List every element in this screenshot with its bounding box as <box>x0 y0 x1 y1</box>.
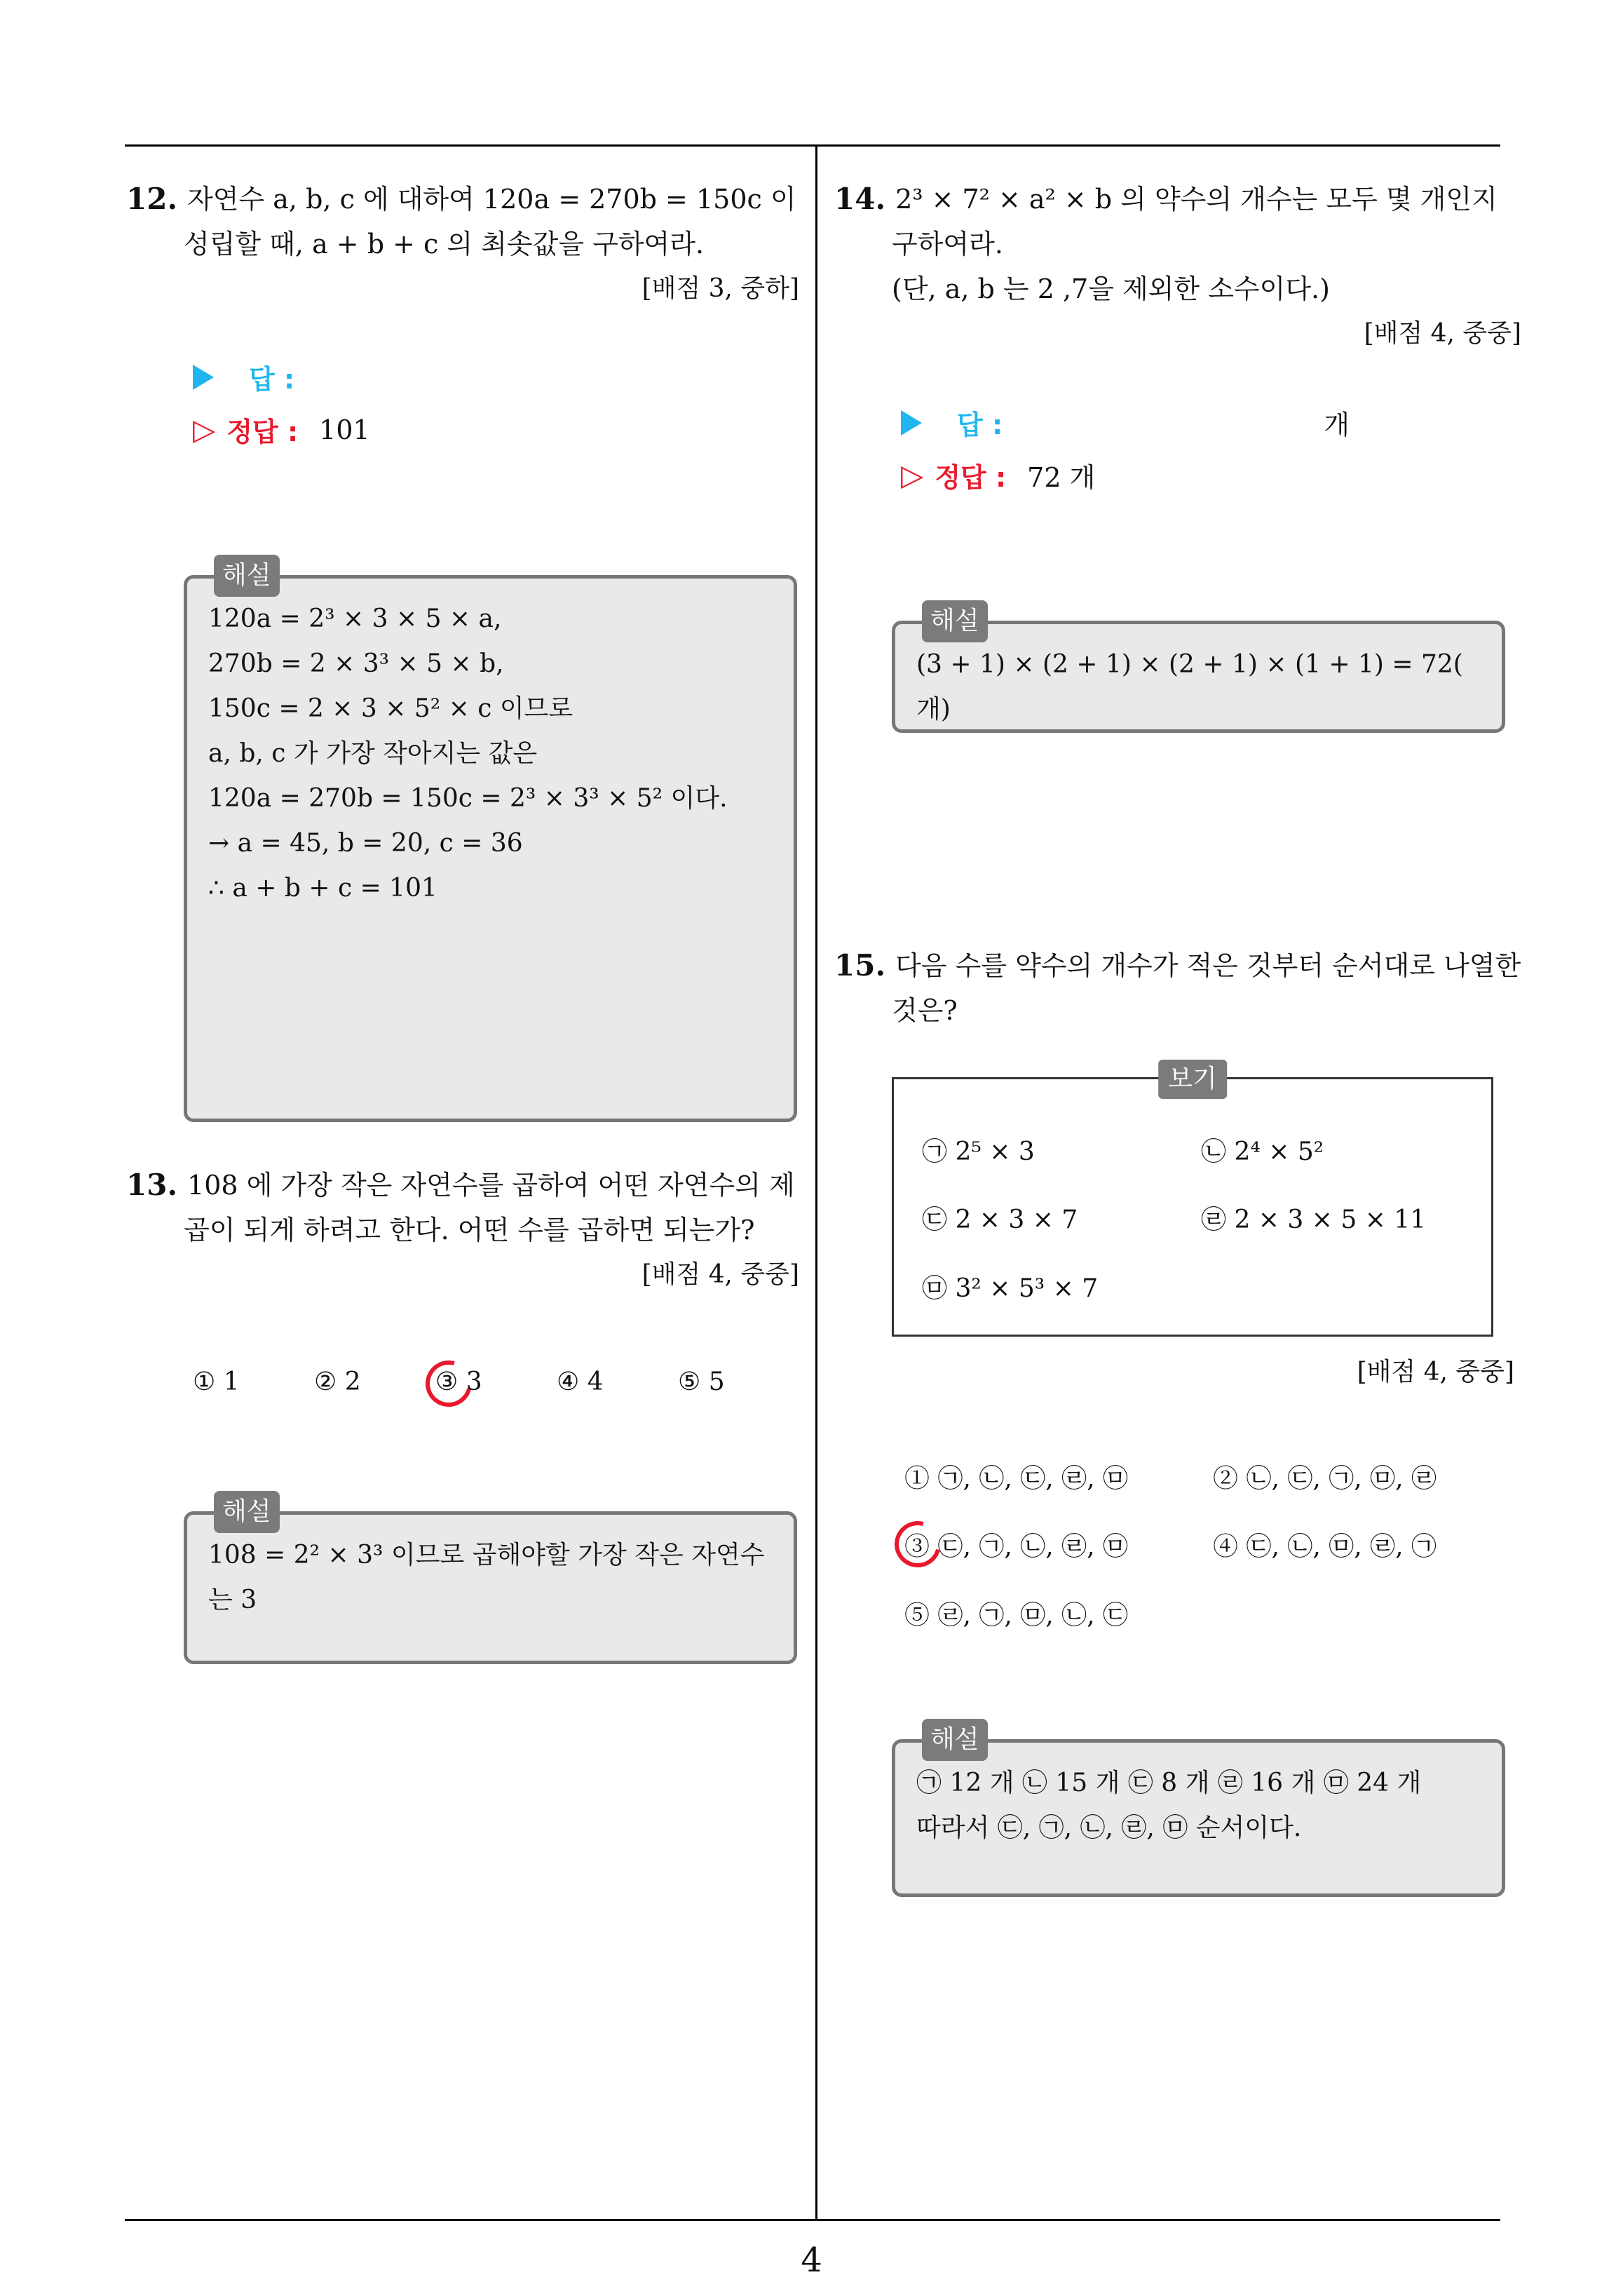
question-13 <box>126 1163 799 1297</box>
question-number: 13. <box>126 1168 178 1202</box>
choice-3-label: ③ 3 <box>435 1368 482 1396</box>
explain-line: → a = 45, b = 20, c = 36 <box>208 829 523 858</box>
example-item: ㉡ 2⁴ × 5² <box>1201 1137 1324 1166</box>
explain-line: ∴ a + b + c = 101 <box>208 874 437 903</box>
choice-1[interactable]: ① ㉠, ㉡, ㉢, ㉣, ㉤ <box>904 1464 1128 1493</box>
explanation-tag: 해설 <box>214 555 280 597</box>
play-triangle-icon <box>901 410 922 435</box>
answer-unit: 개 <box>1324 410 1350 440</box>
question-text-line2: 구하여라. <box>892 229 1003 259</box>
correct-value: 72 개 <box>1027 462 1096 493</box>
explain-line: a, b, c 가 가장 작아지는 값은 <box>208 739 538 768</box>
explain-line: 120a = 270b = 150c = 2³ × 3³ × 5² 이다. <box>208 784 728 813</box>
score-meta: [배점 4, 중중] <box>1357 1358 1514 1386</box>
choices-row <box>193 1368 799 1396</box>
explanation-tag: 해설 <box>922 600 988 642</box>
explain-line: 따라서 ㉢, ㉠, ㉡, ㉣, ㉤ 순서이다. <box>916 1814 1302 1842</box>
explain-line: 는 3 <box>208 1586 257 1614</box>
play-triangle-icon <box>193 365 214 390</box>
score-meta: [배점 4, 중중] <box>641 1260 799 1289</box>
choice-2[interactable]: ② 2 <box>314 1368 361 1396</box>
score-meta: [배점 3, 중하] <box>641 274 799 303</box>
example-tag: 보기 <box>1158 1060 1227 1099</box>
selected-circle-icon <box>417 1352 480 1415</box>
question-number: 15. <box>834 948 886 982</box>
correct-label: 정답 : <box>935 462 1007 493</box>
page-number: 4 <box>801 2241 822 2280</box>
top-rule <box>125 144 1500 147</box>
answer-row <box>193 358 294 396</box>
choice-5[interactable]: ⑤ 5 <box>678 1368 725 1396</box>
explanation-box <box>184 561 797 1122</box>
choice-5[interactable]: ⑤ ㉣, ㉠, ㉤, ㉡, ㉢ <box>904 1601 1128 1630</box>
answer-label: 답 : <box>957 410 1003 440</box>
explanation-box <box>892 607 1505 733</box>
question-text-line1: 108 에 가장 작은 자연수를 곱하여 어떤 자연수의 제 <box>187 1170 795 1201</box>
choice-3[interactable] <box>904 1527 1128 1562</box>
explanation-tag: 해설 <box>214 1491 280 1533</box>
correct-label: 정답 : <box>226 417 299 447</box>
correct-value: 101 <box>319 414 370 445</box>
outline-triangle-icon: ▷ <box>901 458 924 492</box>
question-text-line1: 자연수 a, b, c 에 대하여 120a = 270b = 150c 이 <box>187 184 796 215</box>
column-divider <box>815 144 817 2220</box>
question-text-line3: (단, a, b 는 2 ,7을 제외한 소수이다.) <box>892 274 1330 304</box>
bottom-rule <box>125 2219 1500 2221</box>
example-box <box>892 1065 1493 1337</box>
explain-line: (3 + 1) × (2 + 1) × (2 + 1) × (1 + 1) = 72( 개) <box>916 650 1463 724</box>
explanation-tag: 해설 <box>922 1719 988 1761</box>
choice-1[interactable]: ① 1 <box>193 1368 240 1396</box>
question-number: 14. <box>834 182 886 216</box>
question-text-line2: 성립할 때, a + b + c 의 최솟값을 구하여라. <box>184 229 705 259</box>
question-text-line1: 다음 수를 약수의 개수가 적은 것부터 순서대로 나열한 <box>895 950 1521 981</box>
question-text-line2: 것은? <box>892 995 958 1026</box>
question-12 <box>126 177 799 311</box>
answer-row <box>901 403 1350 442</box>
explain-line: 120a = 2³ × 3 × 5 × a, <box>208 605 502 633</box>
explanation-box <box>184 1497 797 1664</box>
correct-answer-row <box>901 456 1095 494</box>
choice-3[interactable] <box>435 1368 557 1396</box>
choice-3-label: ③ ㉢, ㉠, ㉡, ㉣, ㉤ <box>904 1532 1128 1561</box>
explain-line: ㉠ 12 개 ㉡ 15 개 ㉢ 8 개 ㉣ 16 개 ㉤ 24 개 <box>916 1769 1422 1797</box>
example-item: ㉢ 2 × 3 × 7 <box>922 1206 1078 1234</box>
choice-4[interactable]: ④ ㉢, ㉡, ㉤, ㉣, ㉠ <box>1213 1532 1437 1561</box>
explain-line: 108 = 2² × 3³ 이므로 곱해야할 가장 작은 자연수 <box>208 1541 765 1569</box>
question-14 <box>834 177 1521 356</box>
example-item: ㉠ 2⁵ × 3 <box>922 1137 1035 1166</box>
explain-line: 270b = 2 × 3³ × 5 × b, <box>208 649 504 678</box>
explanation-box <box>892 1725 1505 1897</box>
explain-line: 150c = 2 × 3 × 5² × c 이므로 <box>208 694 573 723</box>
choice-2[interactable]: ② ㉡, ㉢, ㉠, ㉤, ㉣ <box>1213 1464 1437 1493</box>
choice-4[interactable]: ④ 4 <box>557 1368 604 1396</box>
example-item: ㉤ 3² × 5³ × 7 <box>922 1274 1099 1303</box>
selected-circle-icon <box>886 1513 949 1576</box>
correct-answer-row <box>193 410 370 449</box>
score-meta: [배점 4, 중중] <box>1364 319 1521 348</box>
answer-label: 답 : <box>249 364 295 395</box>
outline-triangle-icon: ▷ <box>193 412 216 447</box>
question-15 <box>834 943 1521 1033</box>
example-item: ㉣ 2 × 3 × 5 × 11 <box>1201 1206 1427 1234</box>
question-number: 12. <box>126 182 178 216</box>
question-text-line1: 2³ × 7² × a² × b 의 약수의 개수는 모두 몇 개인지 <box>895 184 1498 215</box>
question-text-line2: 곱이 되게 하려고 한다. 어떤 수를 곱하면 되는가? <box>184 1215 755 1245</box>
